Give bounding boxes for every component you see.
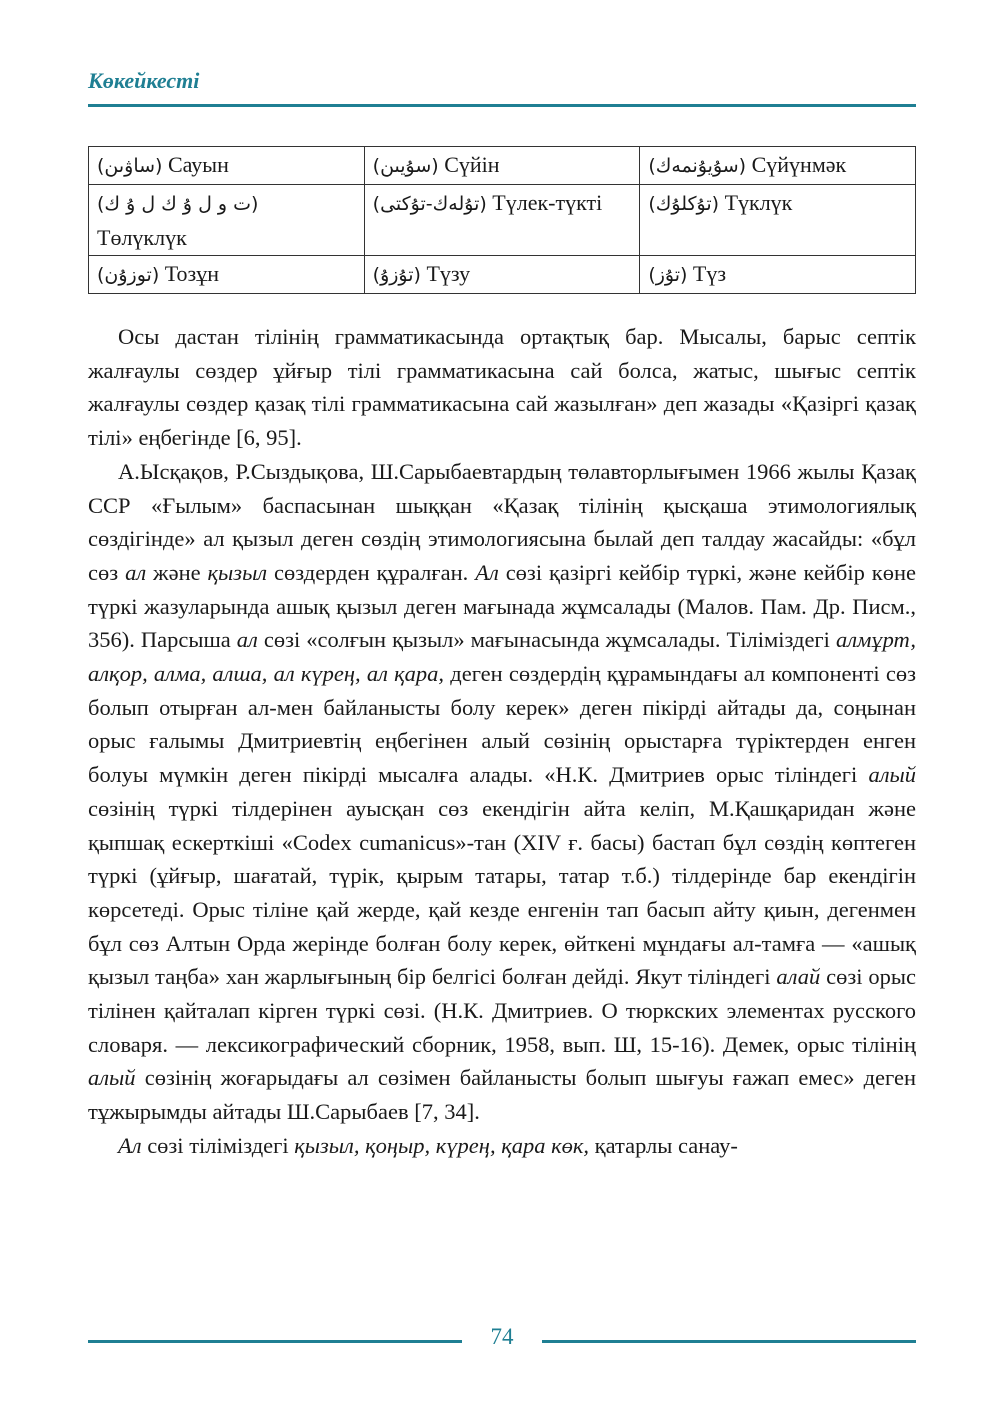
arabic-script-word: (تۇكلۇك) (648, 193, 720, 215)
header-rule (88, 104, 916, 107)
text-run: сөзі «солғын қызыл» мағынасында жұмсалады. Тіліміздегі (257, 627, 836, 653)
cyrillic-word: Сүйүнмәк (751, 152, 847, 177)
text-run: сөзі орыс тілінен қайталап кірген түркі сөзі. (Н.К. Дмитриев. О тюркских элементах русского словаря. — лексикографический сборник, 1958, вып. Ш, 15-16). Демек, орыс тілінің (88, 964, 916, 1057)
cyrillic-word: Сүйін (444, 152, 500, 177)
italic-term: ал (125, 559, 147, 585)
italic-term: алмұрт, алқор, алма, алша, ал күрең, ал қара, (88, 627, 916, 687)
arabic-script-word: (توزۇن) (97, 264, 160, 286)
text-run: сөзі қазіргі кейбір түркі, және кейбір көне түркі жазуларында ашық қызыл деген мағынада жұмсалады (Малов. Пам. Др. Писм., 356). Парсыша (88, 559, 916, 653)
text-run: сөзінің жоғарыдағы ал сөзімен байланысты болып шығуы ғажап емес» деген тұжырымды айтады Ш.Сарыбаев [7, 34]. (88, 1065, 916, 1125)
table-cell (364, 185, 640, 256)
body-text (88, 320, 916, 1163)
page-number: 74 (490, 1324, 514, 1349)
text-run: сөздерден құралған. (267, 559, 476, 585)
text-run: және (146, 559, 208, 585)
paragraph (88, 1129, 916, 1163)
arabic-script-word: (سۇيىن) (372, 155, 439, 177)
italic-term: алый (88, 1065, 136, 1091)
table-row (89, 256, 916, 294)
cyrillic-word: Түлек-түкті (492, 190, 603, 215)
italic-term: Ал (118, 1132, 142, 1158)
italic-term: алай (776, 964, 821, 990)
table-cell (640, 256, 916, 294)
italic-term: ал (236, 627, 258, 653)
text-run: қатарлы санау- (589, 1132, 738, 1158)
arabic-script-word: (تۇزۇ) (372, 264, 421, 286)
text-run: сөзі тіліміздегі (141, 1132, 295, 1158)
footer-rule-left (88, 1340, 462, 1343)
cyrillic-word: Тозұн (164, 261, 219, 286)
footer-rule-right (542, 1340, 916, 1343)
table-cell (89, 256, 365, 294)
italic-term: Ал (475, 559, 499, 585)
arabic-script-word: (ت و ل ۇ ك ل ۇ ك) (97, 193, 259, 215)
cyrillic-word: Түз (692, 261, 727, 286)
arabic-script-word: (سۇيۇنمەك) (648, 155, 747, 177)
text-run: сөзінің түркі тілдерінен ауысқан сөз екендігін айта келіп, М.Қашқаридан және қыпшақ ескерткіші «Codex cumanicus»-тан (XIV ғ. басы) бастап бұл сөздің көптеген түркі (ұйғыр, шағатай, түрік, қырым татары, татар т.б.) тілдерінде бар екендігін көрсетеді. Орыс тіліне қай жерде, қай кезде енгенін тап басып айту қиын, дегенмен бұл сөз Алтын Орда жерінде болған болу керек, өйткені мұндағы ал-тамға — «ашық қызыл таңба» хан жарлығының бір белгісі болған дейді. Якут тіліндегі (88, 795, 916, 990)
table-row (89, 147, 916, 185)
running-title: Көкейкесті (88, 68, 200, 93)
arabic-script-word: (ساۋىن) (97, 155, 163, 177)
table-cell (89, 185, 365, 256)
paragraph (88, 455, 916, 1129)
arabic-script-word: (تۇز) (648, 264, 688, 286)
cyrillic-word: Түзу (426, 261, 471, 286)
text-run: А.Ысқақов, Р.Сыздықова, Ш.Сарыбаевтардың төлавторлығымен 1966 жылы Қазақ ССР «Ғылым» баспасынан шыққан «Қазақ тілінің қысқаша этимологиялық сөздігінде» ал қызыл деген сөздің этимологиясына былай деп талдау жасайды: «бұл сөз (88, 458, 916, 585)
text-run: деген сөздердің құрамындағы ал компоненті сөз болып отырған ал-мен байланысты болу керек» деген пікірді айтады да, соңынан орыс ғалымы Дмитриевтің еңбегінен алый сөзінің орыстарға түріктерден енген болуы мүмкін деген пікірді мысалға алады. «Н.К. Дмитриев орыс тіліндегі (88, 661, 916, 788)
arabic-script-word: (تۇلەك-تۇكتى) (372, 193, 487, 215)
cyrillic-word: Түклүк (724, 190, 793, 215)
table-cell (364, 147, 640, 185)
word-comparison-table (88, 146, 916, 294)
table-cell (640, 147, 916, 185)
cyrillic-word: Төлүклүк (97, 225, 187, 250)
italic-term: қызыл (207, 559, 268, 585)
table-cell (364, 256, 640, 294)
table-cell (640, 185, 916, 256)
paragraph: Осы дастан тілінің грамматикасында ортақтық бар. Мысалы, барыс септік жалғаулы сөздер ұйғыр тілі грамматикасына сай болса, жатыс, шығыс септік жалғаулы сөздер қазақ тілі грамматикасына сай жазылған» деп жазады «Қазіргі қазақ тілі» еңбегінде [6, 95]. (88, 324, 916, 451)
table-row (89, 185, 916, 256)
table-cell (89, 147, 365, 185)
cyrillic-word: Сауын (167, 152, 229, 177)
italic-term: алый (868, 762, 916, 788)
italic-term: қызыл, қоңыр, күрең, қара көк, (294, 1132, 590, 1158)
